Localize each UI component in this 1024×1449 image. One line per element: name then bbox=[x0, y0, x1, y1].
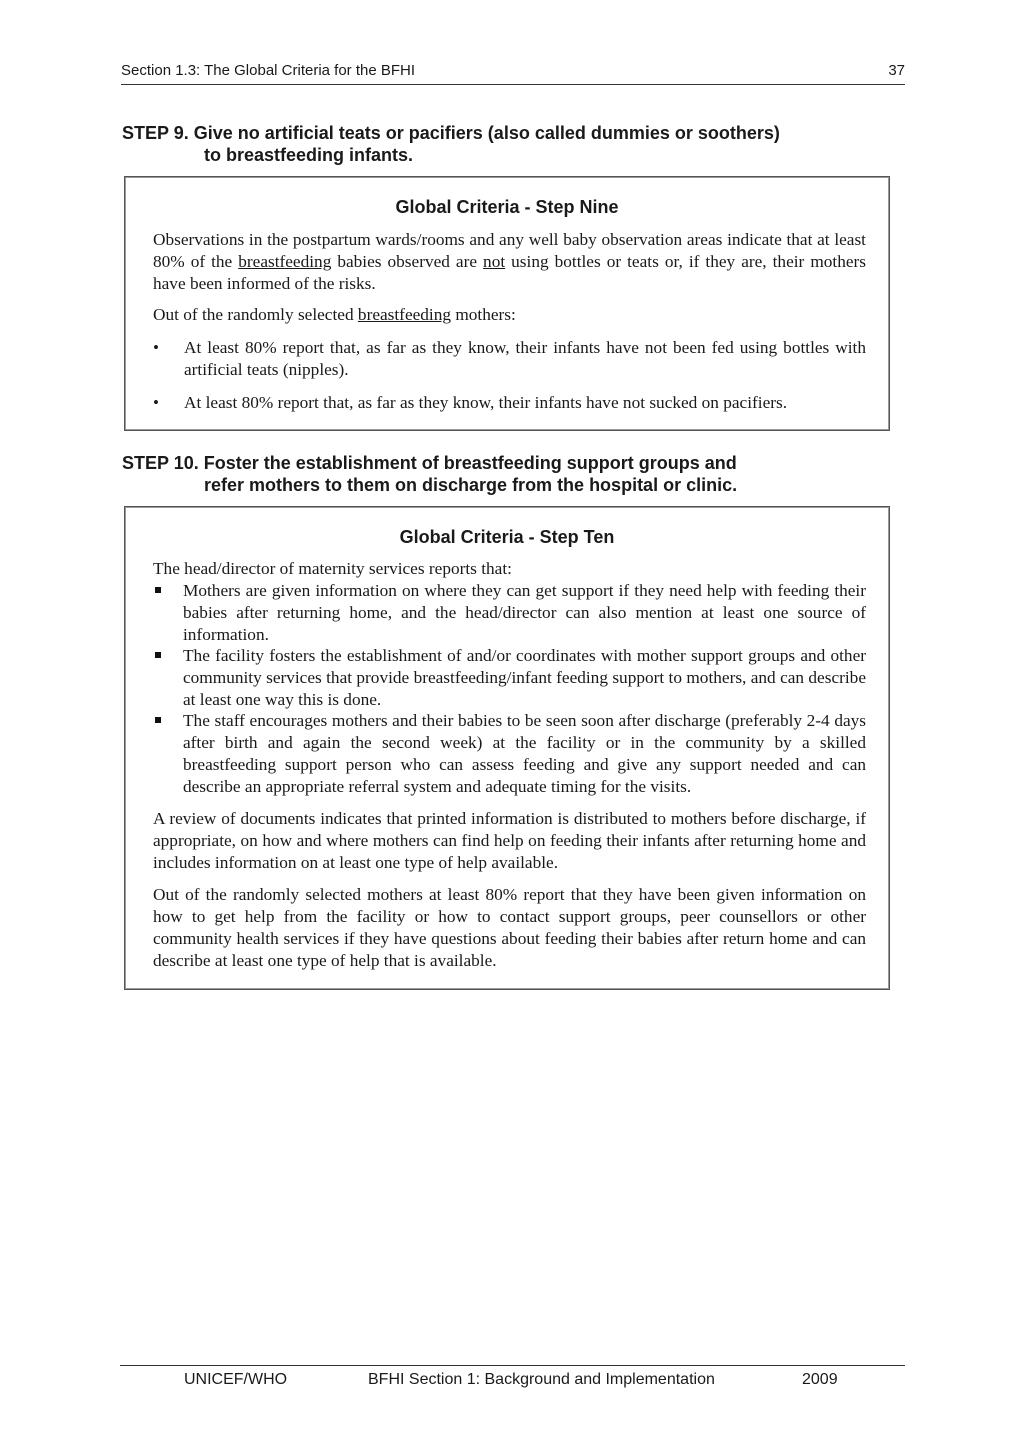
step10-bullet-item bbox=[153, 580, 866, 646]
step10-intro: The head/director of maternity services reports that: bbox=[153, 559, 512, 578]
text-run: Out of the randomly selected bbox=[153, 305, 358, 324]
footer-organization: UNICEF/WHO bbox=[184, 1371, 288, 1388]
underlined-text: breastfeeding bbox=[357, 305, 452, 324]
step10-heading bbox=[122, 452, 737, 496]
bullet-text: Mothers are given information on where they can get support if they need help with feeding their babies after returning home, and the head/director can also mention at least one source of information. bbox=[183, 581, 866, 644]
step9-bullet-item bbox=[153, 337, 866, 381]
footer-document-title: BFHI Section 1: Background and Implementation bbox=[368, 1371, 715, 1388]
step9-heading-line1: STEP 9. Give no artificial teats or pacifiers (also called dummies or soothers) bbox=[122, 123, 780, 143]
bullet-dot-icon: • bbox=[153, 338, 159, 357]
bullet-text: At least 80% report that, as far as they know, their infants have not sucked on pacifiers. bbox=[184, 393, 788, 412]
step9-criteria-box bbox=[124, 176, 890, 431]
step9-selected-mothers-paragraph bbox=[153, 304, 866, 326]
text-run: babies observed are bbox=[331, 252, 484, 271]
text-run: Observations in the postpartum wards/rooms and any well baby observation areas indicate that at least 80% of the bbox=[153, 230, 866, 271]
step10-document-review-paragraph: A review of documents indicates that printed information is distributed to mothers before discharge, if appropriate, on how and where mothers can find help on feeding their infants after returning home and includes information on at least one type of help available. bbox=[153, 809, 866, 872]
bullet-text: The facility fosters the establishment of and/or coordinates with mother support groups and other community services that provide breastfeeding/infant feeding support to mothers, and can describe at least one way this is done. bbox=[183, 646, 866, 709]
step10-mothers-report-paragraph: Out of the randomly selected mothers at least 80% report that they have been given information on how to get help from the facility or how to contact support groups, peer counsellors or other community health services if they have questions about feeding their babies after return home and can describe at least one type of help that is available. bbox=[153, 885, 866, 970]
step9-heading bbox=[122, 122, 780, 166]
step9-box-title: Global Criteria - Step Nine bbox=[395, 197, 619, 217]
page-number: 37 bbox=[888, 62, 905, 79]
underlined-text: not bbox=[483, 252, 506, 271]
step10-heading-line1: STEP 10. Foster the establishment of breastfeeding support groups and bbox=[122, 453, 737, 473]
step10-box-title: Global Criteria - Step Ten bbox=[399, 527, 615, 547]
text-run: mothers: bbox=[451, 305, 516, 324]
step9-heading-line2: to breastfeeding infants. bbox=[204, 145, 414, 165]
text-run: using bottles or teats or, if they are, their mothers have been informed of the risks. bbox=[153, 252, 866, 293]
footer-year: 2009 bbox=[802, 1371, 838, 1388]
page-header bbox=[121, 60, 905, 85]
step9-observations-paragraph bbox=[153, 229, 866, 295]
step10-heading-line2: refer mothers to them on discharge from the hospital or clinic. bbox=[204, 475, 738, 495]
bullet-text: At least 80% report that, as far as they know, their infants have not been fed using bottles with artificial teats (nipples). bbox=[184, 338, 866, 379]
page-footer bbox=[120, 1365, 905, 1396]
square-bullet-icon bbox=[153, 580, 175, 602]
step9-bullet-item bbox=[153, 392, 866, 414]
step10-bullet-item bbox=[153, 710, 866, 798]
square-bullet-icon bbox=[153, 710, 175, 732]
bullet-text: The staff encourages mothers and their babies to be seen soon after discharge (preferably 2-4 days after birth and again the second week) at the facility or in the community by a skilled breastfeeding support person who can assess feeding and give any support needed and can describe an appropriate referral system and adequate timing for the visits. bbox=[183, 711, 866, 796]
bullet-dot-icon: • bbox=[153, 393, 159, 412]
underlined-text: breastfeeding bbox=[238, 252, 332, 271]
section-title: Section 1.3: The Global Criteria for the BFHI bbox=[121, 62, 416, 79]
square-bullet-icon bbox=[153, 645, 175, 667]
step10-bullet-item bbox=[153, 645, 866, 711]
step10-criteria-box bbox=[124, 506, 890, 990]
